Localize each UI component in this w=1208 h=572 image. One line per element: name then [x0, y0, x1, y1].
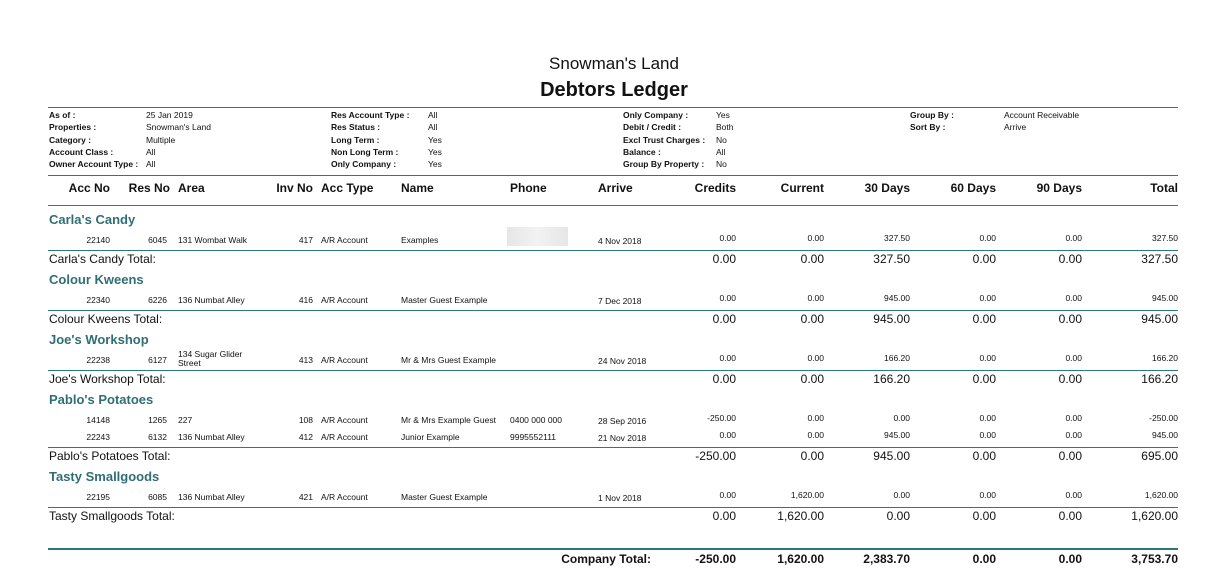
acc-no-cell: 22195 — [86, 492, 110, 502]
param-label: Only Company : — [623, 110, 689, 120]
area-cell: 136 Numbat Alley — [178, 492, 245, 502]
param-label: Group By : — [910, 110, 954, 120]
group-name: Carla's Candy — [49, 212, 136, 227]
col-current: Current — [780, 181, 824, 195]
group-total-d30: 945.00 — [873, 449, 910, 463]
param-label: Res Account Type : — [331, 110, 410, 120]
area-cell: 131 Wombat Walk — [178, 235, 247, 245]
param-value: Yes — [428, 159, 442, 170]
arrive-cell: 24 Nov 2018 — [598, 356, 647, 366]
group-total-total: 166.20 — [1141, 372, 1178, 386]
col-area: Area — [178, 181, 205, 195]
inv-no-cell: 416 — [298, 295, 313, 305]
d90-cell: 0.00 — [1065, 490, 1082, 500]
param-label: Account Class : — [49, 146, 114, 157]
param-value: Yes — [716, 110, 730, 120]
d60-cell: 0.00 — [979, 490, 996, 500]
col-30-days: 30 Days — [864, 181, 910, 195]
col-name: Name — [401, 181, 434, 195]
group-total-total: 945.00 — [1141, 312, 1178, 326]
area-cell: 136 Numbat Alley — [178, 295, 245, 305]
inv-no-cell: 417 — [298, 235, 313, 245]
group-total-d90: 0.00 — [1058, 312, 1082, 326]
group-total-d30: 166.20 — [873, 372, 910, 386]
company-total-total: 3,753.70 — [1131, 552, 1178, 566]
credits-cell: 0.00 — [719, 490, 736, 500]
param-value: Snowman's Land — [146, 122, 211, 133]
d30-cell: 166.20 — [884, 353, 910, 363]
arrive-cell: 7 Dec 2018 — [598, 296, 642, 306]
params-rule — [48, 175, 1178, 176]
param-label: Debit / Credit : — [623, 122, 682, 133]
arrive-cell: 28 Sep 2016 — [598, 416, 647, 426]
group-total-current: 1,620.00 — [777, 509, 824, 523]
param-value: All — [428, 110, 438, 120]
group-total-d90: 0.00 — [1058, 509, 1082, 523]
res-no-cell: 6127 — [148, 355, 167, 365]
current-cell: 0.00 — [807, 353, 824, 363]
param-label: Category : — [49, 134, 92, 145]
group-total-credits: -250.00 — [695, 449, 736, 463]
param-label: Group By Property : — [623, 159, 705, 170]
res-no-cell: 6226 — [148, 295, 167, 305]
credits-cell: 0.00 — [719, 430, 736, 440]
acc-type-cell: A/R Account — [321, 492, 368, 502]
group-total-rule — [48, 447, 1178, 448]
redacted-phone — [507, 227, 568, 246]
column-header-rule — [48, 205, 1178, 206]
group-total-current: 0.00 — [800, 372, 824, 386]
current-cell: 0.00 — [807, 233, 824, 243]
group-total-d90: 0.00 — [1058, 449, 1082, 463]
acc-no-cell: 22243 — [86, 432, 110, 442]
total-cell: 327.50 — [1152, 233, 1178, 243]
group-total-total: 327.50 — [1141, 252, 1178, 266]
credits-cell: 0.00 — [719, 233, 736, 243]
param-label: As of : — [49, 110, 76, 120]
d60-cell: 0.00 — [979, 233, 996, 243]
group-total-d60: 0.00 — [972, 252, 996, 266]
group-total-label: Colour Kweens Total: — [49, 312, 163, 326]
arrive-cell: 1 Nov 2018 — [598, 493, 642, 503]
company-total-d90: 0.00 — [1058, 552, 1082, 566]
total-cell: 166.20 — [1152, 353, 1178, 363]
acc-no-cell: 22238 — [86, 355, 110, 365]
d30-cell: 0.00 — [893, 413, 910, 423]
param-value: 25 Jan 2019 — [146, 110, 193, 120]
param-value: All — [716, 146, 726, 157]
param-value: Yes — [428, 134, 442, 145]
param-value: All — [428, 122, 438, 133]
param-value: All — [146, 146, 156, 157]
name-cell: Master Guest Example — [401, 295, 488, 305]
d30-cell: 945.00 — [884, 430, 910, 440]
param-value: Account Receivable — [1004, 110, 1080, 120]
group-total-label: Joe's Workshop Total: — [49, 372, 166, 386]
group-total-rule — [48, 250, 1178, 251]
col-acc-no: Acc No — [68, 181, 110, 195]
col-res-no: Res No — [128, 181, 170, 195]
header-rule — [48, 107, 1178, 108]
col-inv-no: Inv No — [276, 181, 313, 195]
company-total-rule — [48, 548, 1178, 550]
area-cell: 227 — [178, 415, 193, 425]
group-total-label: Pablo's Potatoes Total: — [49, 449, 171, 463]
company-total-credits: -250.00 — [695, 552, 736, 566]
group-name: Joe's Workshop — [49, 332, 149, 347]
acc-no-cell: 22340 — [86, 295, 110, 305]
inv-no-cell: 413 — [298, 355, 313, 365]
col-acc-type: Acc Type — [321, 181, 374, 195]
acc-type-cell: A/R Account — [321, 432, 368, 442]
param-label: Sort By : — [910, 122, 946, 133]
credits-cell: 0.00 — [719, 353, 736, 363]
group-total-d60: 0.00 — [972, 509, 996, 523]
inv-no-cell: 412 — [298, 432, 313, 442]
acc-no-cell: 14148 — [86, 415, 110, 425]
acc-type-cell: A/R Account — [321, 355, 368, 365]
group-total-d90: 0.00 — [1058, 372, 1082, 386]
group-total-total: 1,620.00 — [1131, 509, 1178, 523]
group-total-credits: 0.00 — [712, 509, 736, 523]
group-total-rule — [48, 507, 1178, 508]
total-cell: -250.00 — [1149, 413, 1178, 423]
area-cell: 136 Numbat Alley — [178, 432, 245, 442]
group-name: Tasty Smallgoods — [49, 469, 160, 484]
d30-cell: 0.00 — [893, 490, 910, 500]
d90-cell: 0.00 — [1065, 293, 1082, 303]
param-value: Multiple — [146, 134, 176, 145]
name-cell: Mr & Mrs Example Guest — [401, 415, 496, 425]
res-no-cell: 6085 — [148, 492, 167, 502]
group-total-current: 0.00 — [800, 449, 824, 463]
param-label: Excl Trust Charges : — [623, 134, 706, 145]
param-label: Only Company : — [331, 159, 397, 170]
group-total-rule — [48, 310, 1178, 311]
group-total-d30: 945.00 — [873, 312, 910, 326]
group-total-d60: 0.00 — [972, 372, 996, 386]
col-60-days: 60 Days — [950, 181, 996, 195]
area-cell: 134 Sugar Glider — [178, 349, 243, 359]
group-total-label: Tasty Smallgoods Total: — [49, 509, 175, 523]
d90-cell: 0.00 — [1065, 413, 1082, 423]
acc-type-cell: A/R Account — [321, 295, 368, 305]
col-phone: Phone — [510, 181, 547, 195]
col-credits: Credits — [694, 181, 736, 195]
d60-cell: 0.00 — [979, 413, 996, 423]
company-total-label: Company Total: — [561, 552, 651, 566]
param-value: No — [716, 159, 727, 170]
credits-cell: -250.00 — [707, 413, 736, 423]
arrive-cell: 21 Nov 2018 — [598, 433, 647, 443]
group-total-credits: 0.00 — [712, 252, 736, 266]
acc-no-cell: 22140 — [86, 235, 110, 245]
report-title: Debtors Ledger — [540, 79, 688, 101]
group-name: Pablo's Potatoes — [49, 392, 154, 407]
inv-no-cell: 108 — [298, 415, 313, 425]
param-value: No — [716, 134, 727, 145]
name-cell: Mr & Mrs Guest Example — [401, 355, 496, 365]
credits-cell: 0.00 — [719, 293, 736, 303]
group-total-total: 695.00 — [1141, 449, 1178, 463]
d60-cell: 0.00 — [979, 293, 996, 303]
area-cell-line2: Street — [178, 358, 201, 368]
col-90-days: 90 Days — [1036, 181, 1082, 195]
group-total-d30: 327.50 — [873, 252, 910, 266]
param-label: Owner Account Type : — [49, 159, 139, 170]
res-no-cell: 6045 — [148, 235, 167, 245]
col-arrive: Arrive — [598, 181, 633, 195]
param-value: All — [146, 159, 156, 170]
acc-type-cell: A/R Account — [321, 235, 368, 245]
name-cell: Junior Example — [401, 432, 460, 442]
phone-cell: 0400 000 000 — [510, 415, 562, 425]
d60-cell: 0.00 — [979, 430, 996, 440]
current-cell: 1,620.00 — [790, 490, 824, 500]
d30-cell: 945.00 — [884, 293, 910, 303]
group-total-d60: 0.00 — [972, 312, 996, 326]
group-total-current: 0.00 — [800, 312, 824, 326]
name-cell: Examples — [401, 235, 439, 245]
param-label: Res Status : — [331, 122, 381, 133]
company-name: Snowman's Land — [549, 54, 679, 73]
param-label: Non Long Term : — [331, 146, 399, 157]
phone-cell: 9995552111 — [510, 432, 557, 442]
inv-no-cell: 421 — [298, 492, 313, 502]
col-total: Total — [1150, 181, 1178, 195]
total-cell: 1,620.00 — [1144, 490, 1178, 500]
group-total-d30: 0.00 — [886, 509, 910, 523]
current-cell: 0.00 — [807, 293, 824, 303]
d60-cell: 0.00 — [979, 353, 996, 363]
group-total-credits: 0.00 — [712, 312, 736, 326]
acc-type-cell: A/R Account — [321, 415, 368, 425]
arrive-cell: 4 Nov 2018 — [598, 236, 642, 246]
param-label: Balance : — [623, 146, 661, 157]
param-value: Both — [716, 122, 734, 133]
param-label: Properties : — [49, 122, 97, 133]
res-no-cell: 6132 — [148, 432, 167, 442]
group-total-current: 0.00 — [800, 252, 824, 266]
group-total-d60: 0.00 — [972, 449, 996, 463]
d90-cell: 0.00 — [1065, 430, 1082, 440]
param-label: Long Term : — [331, 134, 380, 145]
total-cell: 945.00 — [1152, 293, 1178, 303]
group-total-credits: 0.00 — [712, 372, 736, 386]
param-value: Arrive — [1004, 122, 1027, 133]
group-total-label: Carla's Candy Total: — [49, 252, 156, 266]
param-value: Yes — [428, 146, 442, 157]
group-name: Colour Kweens — [49, 272, 144, 287]
company-total-d60: 0.00 — [972, 552, 996, 566]
group-total-d90: 0.00 — [1058, 252, 1082, 266]
total-cell: 945.00 — [1152, 430, 1178, 440]
company-total-d30: 2,383.70 — [863, 552, 910, 566]
res-no-cell: 1265 — [148, 415, 167, 425]
current-cell: 0.00 — [807, 430, 824, 440]
company-total-current: 1,620.00 — [777, 552, 824, 566]
d90-cell: 0.00 — [1065, 233, 1082, 243]
name-cell: Master Guest Example — [401, 492, 488, 502]
group-total-rule — [48, 370, 1178, 371]
d30-cell: 327.50 — [884, 233, 910, 243]
d90-cell: 0.00 — [1065, 353, 1082, 363]
current-cell: 0.00 — [807, 413, 824, 423]
